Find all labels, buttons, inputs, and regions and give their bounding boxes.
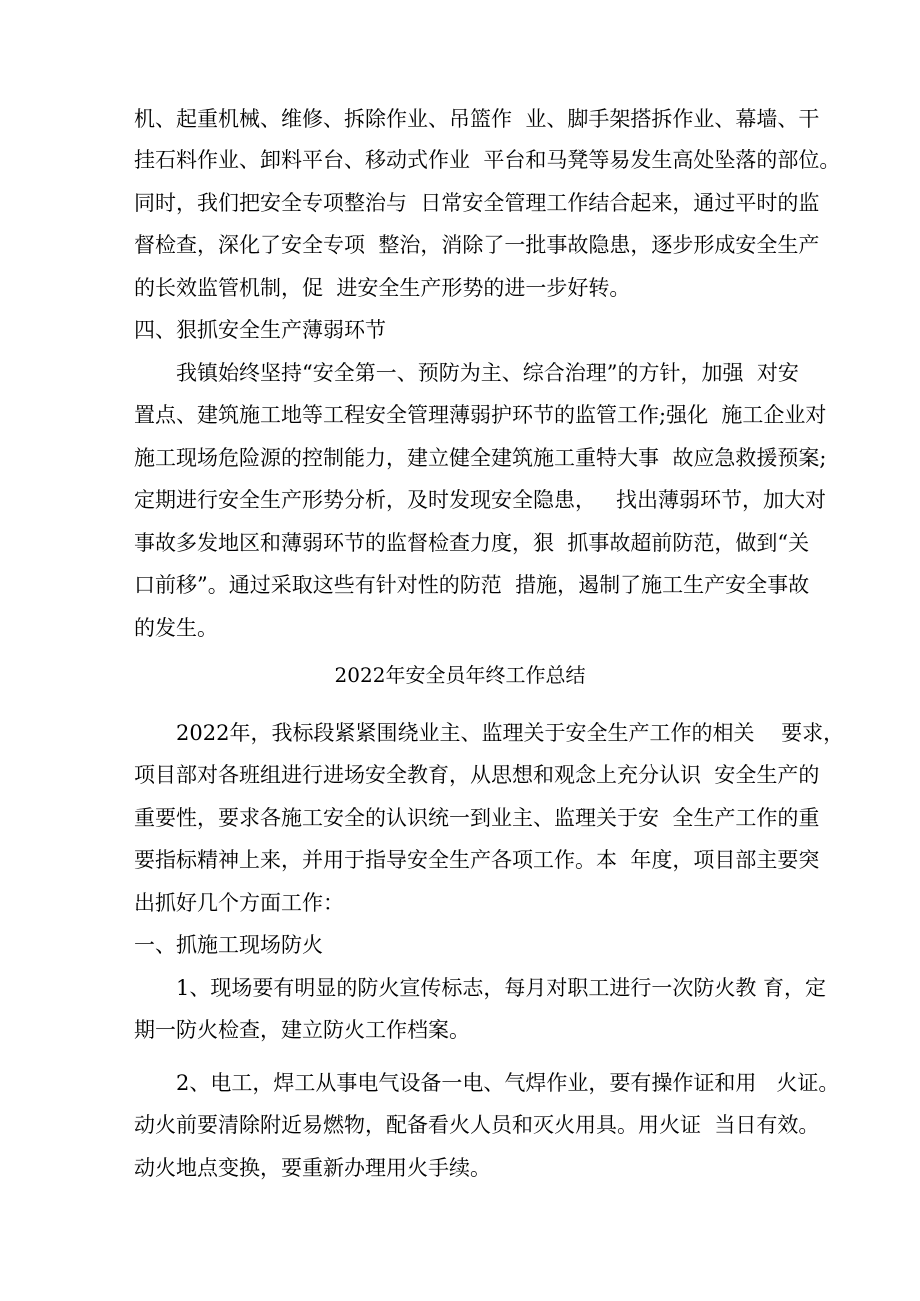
list-item-line: 1、现场要有明显的防火宣传标志，每月对职工进行一次防火教 育，定: [176, 976, 827, 1000]
section-heading: 四、狠抓安全生产薄弱环节: [134, 318, 386, 342]
list-item-line: 动火前要清除附近易燃物，配备看火人员和灭火用具。用火证 当日有效。: [134, 1113, 820, 1137]
paragraph-line: 挂石料作业、卸料平台、移动式作业 平台和马凳等易发生高处坠落的部位。: [134, 148, 841, 172]
paragraph-line: 重要性，要求各施工安全的认识统一到业主、监理关于安 全生产工作的重: [134, 806, 820, 830]
paragraph-line: 出抓好几个方面工作：: [134, 891, 344, 915]
paragraph-line: 督检查，深化了安全专项 整治，消除了一批事故隐患，逐步形成安全生产: [134, 233, 820, 257]
list-item-line: 2、电工，焊工从事电气设备一电、气焊作业，要有操作证和用 火证。: [176, 1071, 840, 1095]
paragraph-line: 定期进行安全生产形势分析，及时发现安全隐患， 找出薄弱环节，加大对: [134, 488, 827, 512]
paragraph-line: 置点、建筑施工地等工程安全管理薄弱护环节的监管工作;强化 施工企业对: [134, 403, 827, 427]
list-item-line: 期一防火检查，建立防火工作档案。: [134, 1018, 470, 1042]
paragraph-line: 的发生。: [134, 616, 218, 640]
paragraph-line: 项目部对各班组进行进场安全教育，从思想和观念上充分认识 安全生产的: [134, 763, 820, 787]
list-item-line: 动火地点变换，要重新办理用火手续。: [134, 1156, 491, 1180]
paragraph-line: 机、起重机械、维修、拆除作业、吊篮作 业、脚手架搭拆作业、幕墙、干: [134, 107, 820, 131]
paragraph-line: 施工现场危险源的控制能力，建立健全建筑施工重特大事 故应急救援预案;: [134, 446, 827, 470]
paragraph-line: 口前移”。通过采取这些有针对性的防范 措施，遏制了施工生产安全事故: [134, 573, 810, 597]
paragraph-line: 要指标精神上来，并用于指导安全生产各项工作。本 年度，项目部主要突: [134, 848, 820, 872]
paragraph-line: 2022年，我标段紧紧围绕业主、监理关于安全生产工作的相关 要求，: [176, 721, 845, 745]
section-heading: 一、抓施工现场防火: [134, 933, 323, 957]
paragraph-line: 同时，我们把安全专项整治与 日常安全管理工作结合起来，通过平时的监: [134, 191, 820, 215]
document-title: 2022年安全员年终工作总结: [334, 663, 586, 687]
paragraph-line: 事故多发地区和薄弱环节的监督检查力度，狠 抓事故超前防范，做到“关: [134, 531, 810, 555]
paragraph-line: 的长效监管机制，促 进安全生产形势的进一步好转。: [134, 276, 631, 300]
paragraph-line: 我镇始终坚持“安全第一、预防为主、综合治理”的方针，加强 对安: [176, 361, 799, 385]
